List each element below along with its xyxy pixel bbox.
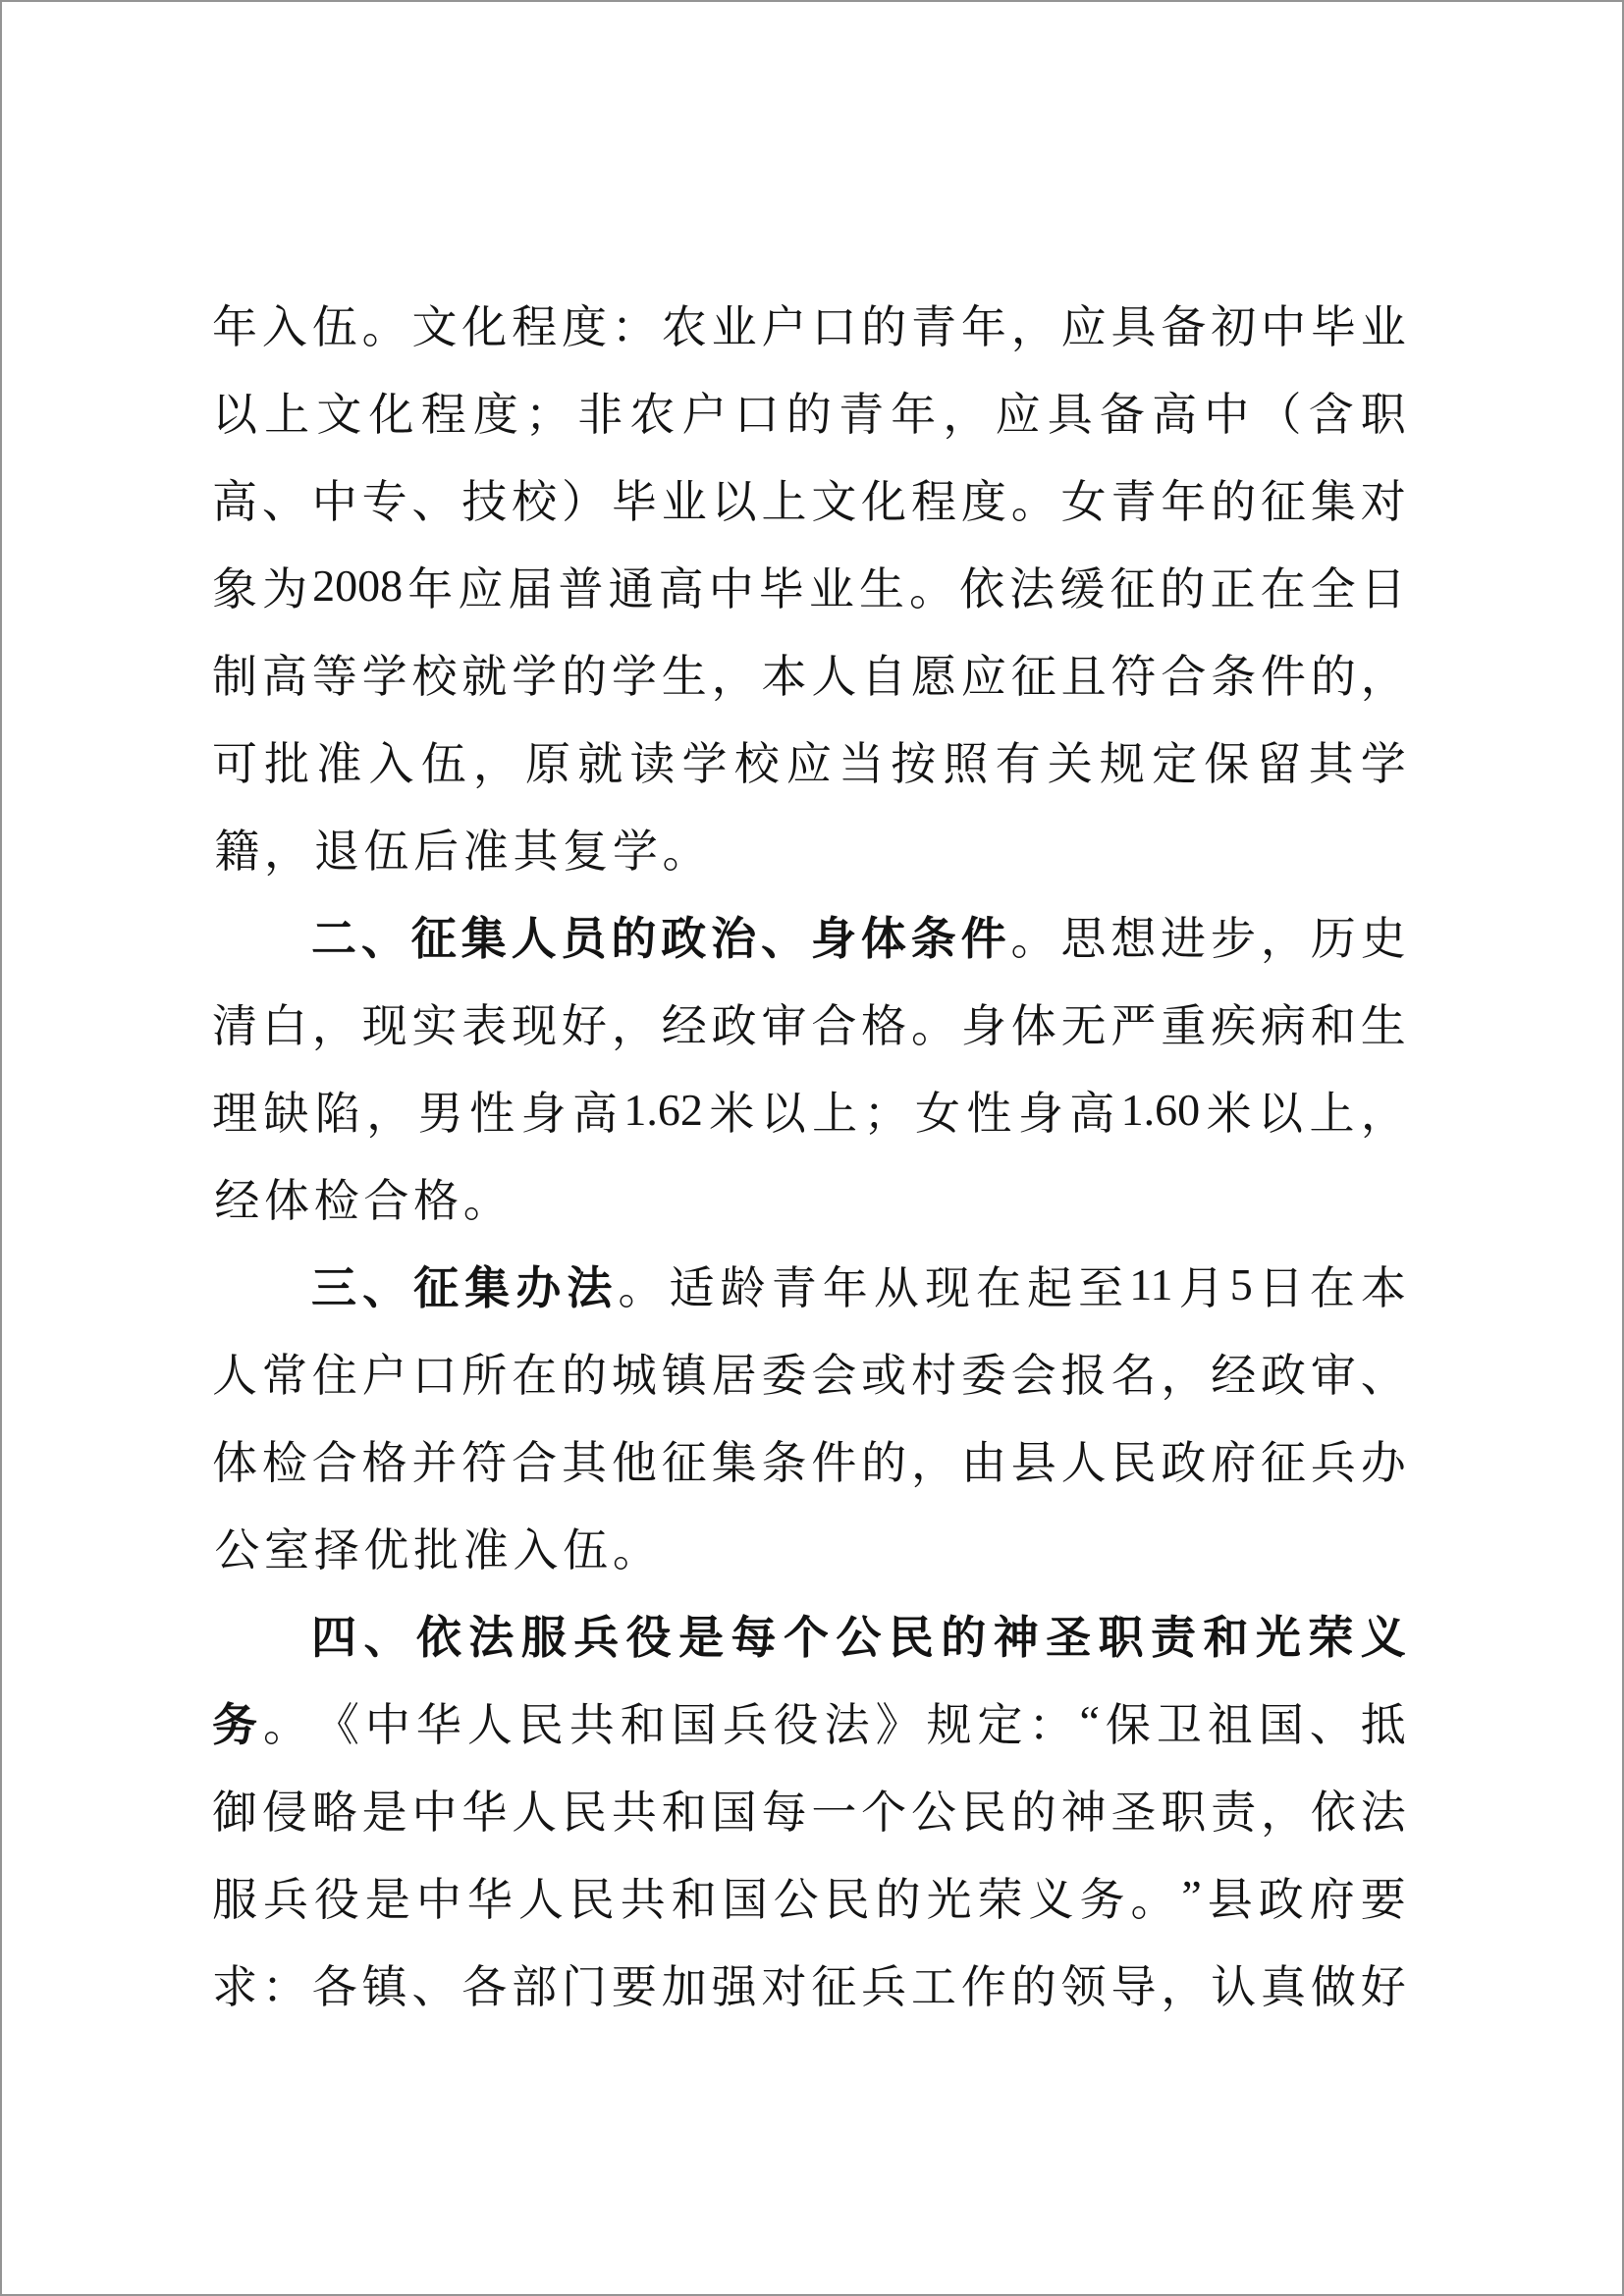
text-line-8: 二 、 征 集 人 员 的 政 治 、 身 体 条 件 。 思 想 进 步 ， 历 史 (311, 912, 1406, 964)
text-line-15: 公 室 择 优 批 准 入 伍 。 (214, 1524, 658, 1575)
text-line-16: 四 、 依 法 服 兵 役 是 每 个 公 民 的 神 圣 职 责 和 光 荣 义 (311, 1611, 1406, 1663)
text-line-9: 清 白 ， 现 实 表 现 好 ， 经 政 审 合 格 。 身 体 无 严 重 疾 病 和 生 (212, 1000, 1406, 1051)
text-line-11: 经 体 检 合 格 。 (214, 1175, 509, 1226)
text-line-2: 以 上 文 化 程 度 ； 非 农 户 口 的 青 年 ， 应 具 备 高 中 （ 含 职 (212, 389, 1406, 440)
text-line-5: 制 高 等 学 校 就 学 的 学 生 ， 本 人 自 愿 应 征 且 符 合 条 件 的 ， (212, 651, 1406, 702)
text-line-6: 可 批 准 入 伍 ， 原 就 读 学 校 应 当 按 照 有 关 规 定 保 留 其 学 (212, 738, 1406, 789)
text-line-7: 籍 ， 退 伍 后 准 其 复 学 。 (214, 826, 708, 877)
document-body (212, 280, 1406, 2027)
text-line-18: 御 侵 略 是 中 华 人 民 共 和 国 每 一 个 公 民 的 神 圣 职 责 ， 依 法 (212, 1787, 1406, 1838)
text-line-10: 理 缺 陷 ， 男 性 身 高 1.62 米 以 上 ； 女 性 身 高 1.60 米 以 上 ， (212, 1085, 1406, 1139)
text-line-20: 求 ： 各 镇 、 各 部 门 要 加 强 对 征 兵 工 作 的 领 导 ， 认 真 做 好 (212, 1961, 1406, 2012)
text-line-12: 三 、 征 集 办 法 。 适 龄 青 年 从 现 在 起 至 11 月 5 日 在 本 (311, 1259, 1406, 1313)
text-line-17: 务 。 《 中 华 人 民 共 和 国 兵 役 法 》 规 定 ： “ 保 卫 祖 国 、 抵 (212, 1696, 1406, 1750)
text-line-14: 体 检 合 格 并 符 合 其 他 征 集 条 件 的 ， 由 县 人 民 政 府 征 兵 办 (212, 1437, 1406, 1488)
text-line-13: 人 常 住 户 口 所 在 的 城 镇 居 委 会 或 村 委 会 报 名 ， 经 政 审 、 (212, 1350, 1406, 1401)
text-line-1: 年 入 伍 。 文 化 程 度 ： 农 业 户 口 的 青 年 ， 应 具 备 初 中 毕 业 (212, 301, 1406, 352)
text-line-4: 象 为 2008 年 应 届 普 通 高 中 毕 业 生 。 依 法 缓 征 的 正 在 全 日 (212, 561, 1406, 614)
text-line-3: 高 、 中 专 、 技 校 ） 毕 业 以 上 文 化 程 度 。 女 青 年 的 征 集 对 (212, 476, 1406, 527)
text-line-19: 服 兵 役 是 中 华 人 民 共 和 国 公 民 的 光 荣 义 务 。 ” 县 政 府 要 (212, 1871, 1406, 1925)
